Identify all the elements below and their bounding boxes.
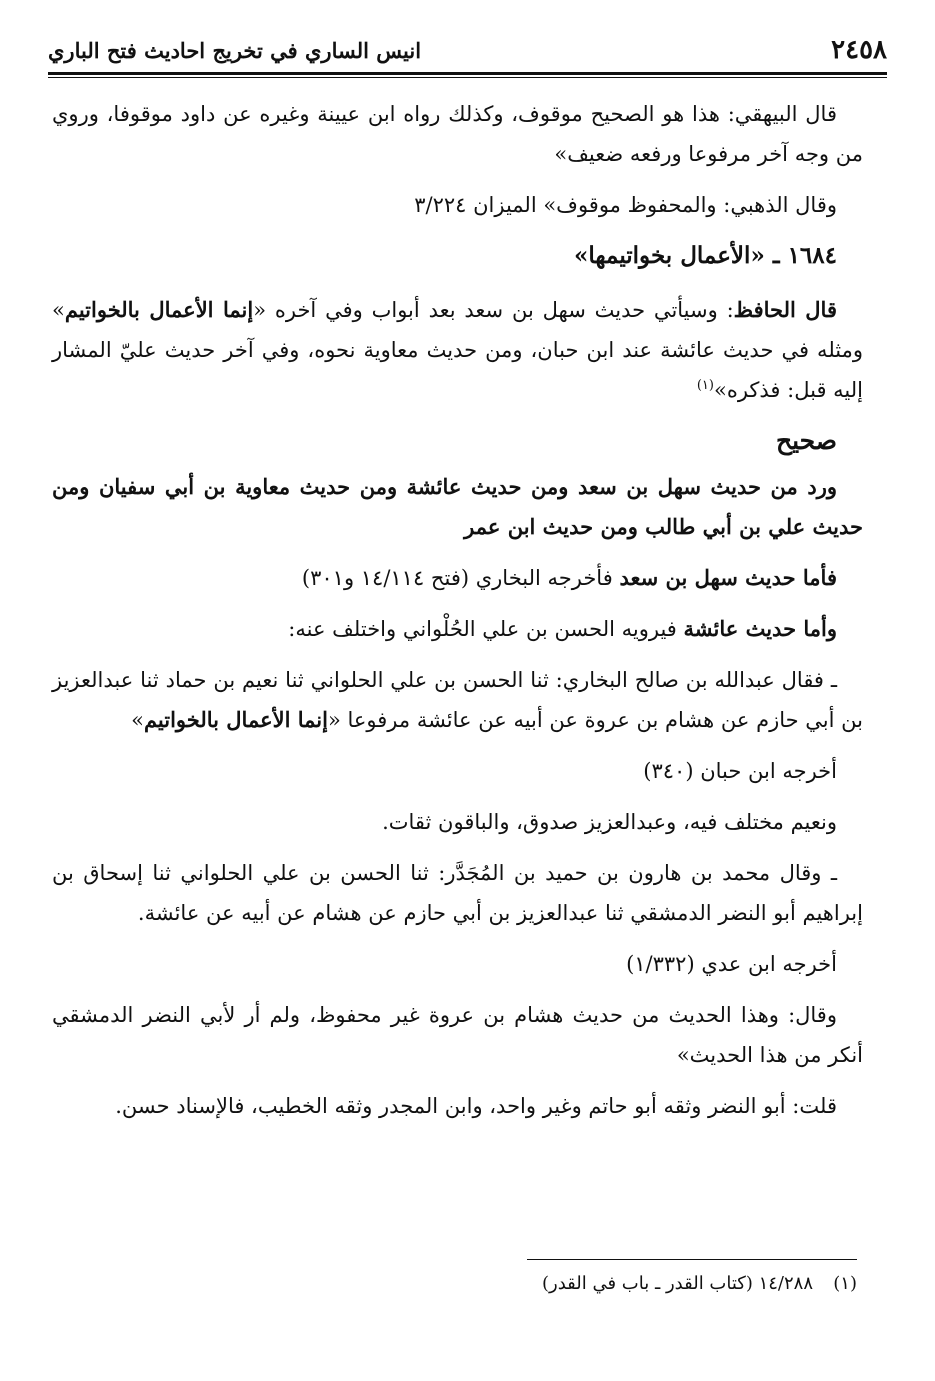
sahl-paragraph <box>52 558 863 598</box>
footnote-separator <box>527 1259 857 1260</box>
ibn-adi-comment: وقال: وهذا الحديث من حديث هشام بن عروة غير محفوظ، ولم أر لأبي النضر الدمشقي أنكر من هذا الحديث» <box>52 1003 863 1067</box>
hafiz-label: قال الحافظ <box>733 297 837 322</box>
footnote-text: ١٤/٢٨٨ (كتاب القدر ـ باب في القدر) <box>542 1273 813 1294</box>
aisha-text: فيرويه الحسن بن علي الحُلْواني واختلف عنه: <box>288 617 684 641</box>
page-body <box>52 94 863 1137</box>
aisha-paragraph <box>52 609 863 649</box>
chain-one-quote: إنما الأعمال بالخواتيم <box>143 707 328 732</box>
dhahabi-paragraph: وقال الذهبي: والمحفوظ موقوف» الميزان ٣/٢٢٤ <box>414 193 837 217</box>
chain-one-close: » <box>131 708 144 732</box>
ibn-hibban-line: أخرجه ابن حبان (٣٤٠) <box>643 759 837 783</box>
page-number: ٢٤٥٨ <box>831 35 887 65</box>
running-title: انيس الساري في تخريج احاديث فتح الباري <box>48 37 422 63</box>
sahl-text: فأخرجه البخاري (فتح ١٤/١١٤ و٣٠١) <box>301 566 620 590</box>
sahl-label: فأما حديث سهل بن سعد <box>619 565 837 590</box>
header-rule <box>48 72 887 75</box>
grade-title: صحيح <box>775 426 837 455</box>
hafiz-quote: إنما الأعمال بالخواتيم <box>64 297 254 322</box>
footnote-number: (١) <box>833 1273 857 1294</box>
hafiz-paragraph <box>52 290 863 410</box>
hafiz-text-before: : وسيأتي حديث سهل بن سعد بعد أبواب وفي آخره « <box>253 298 734 322</box>
narrators-note: ونعيم مختلف فيه، وعبدالعزيز صدوق، والباقون ثقات. <box>382 810 837 834</box>
bayhaqi-paragraph: قال البيهقي: هذا هو الصحيح موقوف، وكذلك رواه ابن عيينة وغيره عن داود موقوفا، وروي من وجه آخر مرفوعا ورفعه ضعيف» <box>52 102 863 166</box>
footnote <box>52 1270 857 1298</box>
conclusion-paragraph: قلت: أبو النضر وثقه أبو حاتم وغير واحد، وابن المجدر وثقه الخطيب، فالإسناد حسن. <box>115 1094 837 1118</box>
header-rule-thin <box>48 77 887 78</box>
hafiz-text-after: » ومثله في حديث عائشة عند ابن حبان، ومن حديث معاوية نحوه، وفي آخر حديث عليّ المشار إليه قبل: فذكره» <box>52 298 863 402</box>
sources-paragraph: ورد من حديث سهل بن سعد ومن حديث عائشة ومن حديث معاوية بن أبي سفيان ومن حديث علي بن أبي طالب ومن حديث ابن عمر <box>52 474 863 539</box>
page-header <box>48 30 887 70</box>
entry-heading: ١٦٨٤ ـ «الأعمال بخواتيمها» <box>574 242 837 269</box>
footnote-reference: (١) <box>696 378 714 393</box>
chain-one-text: ـ فقال عبدالله بن صالح البخاري: ثنا الحسن بن علي الحلواني ثنا نعيم بن حماد ثنا عبدالعزيز بن أبي حازم عن هشام بن عروة عن أبيه عن عائشة مرفوعا « <box>52 668 863 732</box>
chain-two-paragraph: ـ وقال محمد بن هارون بن حميد بن المُجَدَّر: ثنا الحسن بن علي الحلواني ثنا إسحاق بن إبراهيم أبو النضر الدمشقي ثنا عبدالعزيز بن أبي حازم عن هشام عن أبيه عن عائشة. <box>52 861 863 925</box>
ibn-adi-line: أخرجه ابن عدي (١/٣٣٢) <box>626 952 837 976</box>
chain-one-paragraph <box>52 660 863 740</box>
aisha-label: وأما حديث عائشة <box>683 616 837 641</box>
